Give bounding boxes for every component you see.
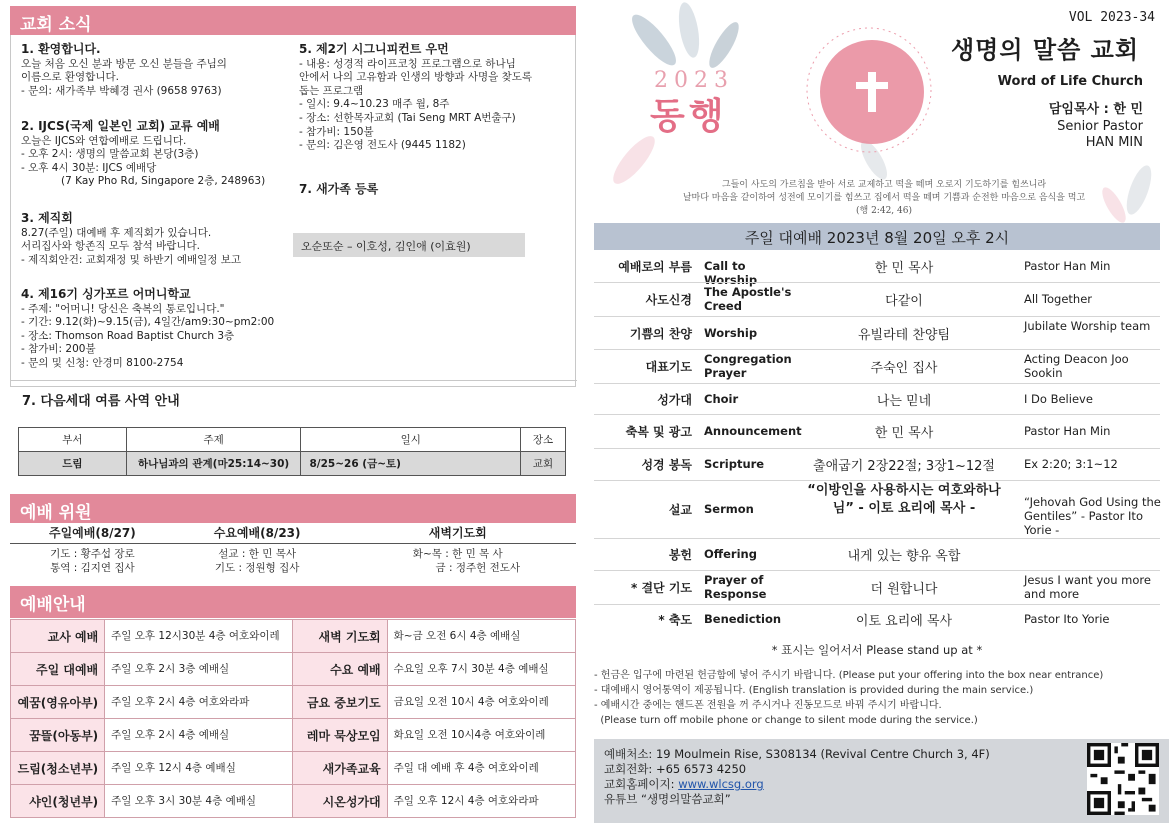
order-item-korean: 설교: [668, 503, 692, 517]
order-item-korean: 성경 봉독: [641, 458, 692, 472]
service-name: 시온성가대: [293, 785, 387, 818]
summer-header-place: 장소: [521, 428, 566, 452]
order-item-leader-english: Pastor Han Min: [1024, 259, 1111, 273]
service-name: 수요 예배: [293, 653, 387, 686]
order-item-leader: 더 원합니다: [870, 582, 938, 597]
notes: - 헌금은 입구에 마련된 헌금함에 넣어 주시기 바랍니다. (Please put your offering into the box near entrance) - 대예배시 영어통역이 제공됩니다. (English translation is provided during the main service.) - 예배시간 중에는 핸드폰 전원을 꺼 주시거나 진동모드로 바꿔 주시기 바랍니다. (Please turn off mobile phone or change to silent mode during the service.): [594, 670, 1104, 726]
staff-head-wednesday: 수요예배(8/23): [175, 523, 340, 543]
order-item-leader: 내게 있는 향유 옥합: [847, 549, 961, 564]
service-name: 새가족교육: [293, 752, 387, 785]
staff-header: 예배 위원: [10, 494, 576, 523]
staff-head-sunday: 주일예배(8/27): [10, 523, 175, 543]
verse-reference: (행 2:42, 46): [856, 206, 912, 216]
news-box: [10, 35, 576, 387]
service-row: [11, 752, 576, 785]
service-name: 예꿈(영유아부): [11, 686, 105, 719]
footer-address: 예배처소: 19 Moulmein Rise, S308134 (Revival Centre Church 3, 4F): [604, 747, 990, 761]
order-item-english: Prayer of Response: [704, 573, 767, 601]
service-time: 주일 오후 2시 3층 예배실: [105, 653, 293, 686]
service-name: 새벽 기도회: [293, 620, 387, 653]
service-time: 화요일 오전 10시4층 여호와이레: [387, 719, 575, 752]
left-page: [10, 6, 576, 820]
order-item-leader: 이토 요리에 목사: [855, 614, 953, 629]
order-item-english: Choir: [704, 391, 739, 406]
news-item-new-family: 7. 새가족 등록: [299, 182, 379, 196]
new-family-names: 오순또순 – 이호성, 김인애 (이효원): [293, 233, 525, 257]
order-separator: [594, 316, 1160, 317]
order-item-leader-english: Jubilate Worship team: [1024, 318, 1151, 333]
order-item-english: Sermon: [704, 502, 754, 516]
order-item-leader-english: Ex 2:20; 3:1~12: [1024, 457, 1118, 471]
summer-cell-theme: 하나님과의 관계(마25:14~30): [126, 452, 301, 476]
logo-year: 2023: [654, 68, 734, 93]
service-row: [11, 620, 576, 653]
order-row: [594, 282, 1160, 316]
stand-note: * 표시는 일어서서 Please stand up at *: [771, 643, 983, 657]
order-item-leader-english: All Together: [1024, 292, 1092, 306]
service-name: 꿈뜰(아동부): [11, 719, 105, 752]
service-time: 수요일 오후 7시 30분 4층 예배실: [387, 653, 575, 686]
volume-number: VOL 2023-34: [1068, 10, 1155, 25]
order-item-leader: 한 민 목사: [874, 426, 934, 441]
news-item-3: 3. 제직회 8.27(주일) 대예배 후 제직회가 있습니다. 서리집사와 항존직 모두 참석 바랍니다. - 제직회안건: 교회재정 및 하반기 예배일정 보고: [21, 211, 242, 266]
order-item-korean: 축복 및 광고: [625, 425, 692, 439]
service-time: 주일 오후 2시 4층 예배실: [105, 719, 293, 752]
order-separator: [594, 282, 1160, 283]
summer-cell-dept: 드림: [19, 452, 127, 476]
summer-header-dept: 부서: [19, 428, 127, 452]
order-item-leader: 한 민 목사: [874, 261, 934, 276]
order-item-korean: * 축도: [658, 613, 692, 627]
qr-code-icon[interactable]: [1087, 743, 1159, 815]
senior-pastor-title: Senior Pastor: [1057, 119, 1143, 134]
order-row: [594, 538, 1160, 570]
news-item-4: 4. 제16기 싱가포르 어머니학교 - 주제: "어머니! 당신은 축복의 통로입니다." - 기간: 9.12(화)~9.15(금), 4일간/am9:30~pm2:00 - 장소: Thomson Road Baptist Church 3층 - 참가비: 200불 - 문의 및 신청: 안경미 8100-2754: [21, 287, 275, 369]
summer-cell-date: 8/25~26 (금~토): [301, 452, 521, 476]
right-page: [594, 0, 1169, 826]
service-time: 주일 오후 12시30분 4층 여호와이레: [105, 620, 293, 653]
order-row: [594, 480, 1160, 538]
news-divider: [11, 380, 577, 381]
church-name-english: Word of Life Church: [997, 74, 1143, 89]
services-header: 예배안내: [10, 586, 576, 618]
service-time: 주일 오후 12시 4층 여호와라파: [387, 785, 575, 818]
service-row: [11, 785, 576, 818]
church-name-korean: 생명의 말씀 교회: [951, 35, 1139, 64]
order-item-korean: 성가대: [657, 392, 692, 407]
service-time: 주일 오후 3시 30분 4층 예배실: [105, 785, 293, 818]
footer: [594, 739, 1169, 823]
order-item-korean: 사도신경: [645, 293, 692, 307]
order-item-leader-english: Acting Deacon Joo Sookin: [1024, 352, 1129, 380]
order-item-korean: * 결단 기도: [631, 581, 692, 595]
order-separator: [594, 349, 1160, 350]
order-item-korean: 봉헌: [668, 548, 692, 562]
summer-table: [18, 427, 566, 476]
service-time: 금요일 오전 10시 4층 여호와이레: [387, 686, 575, 719]
services-table: [10, 619, 576, 818]
order-row: [594, 414, 1160, 448]
order-item-english: Worship: [704, 325, 758, 340]
staff-table: [10, 523, 576, 583]
staff-dawn: 화~목 : 한 민 목 사 금 : 정주헌 전도사: [412, 547, 521, 574]
service-name: 교사 예배: [11, 620, 105, 653]
service-row: [11, 686, 576, 719]
order-row: [594, 349, 1160, 383]
service-row: [11, 653, 576, 686]
service-name: 샤인(청년부): [11, 785, 105, 818]
summer-header-theme: 주제: [126, 428, 301, 452]
order-item-english: Congregation Prayer: [704, 352, 792, 380]
order-item-leader: 주숙인 집사: [870, 361, 938, 376]
order-separator: [594, 480, 1160, 481]
order-row: [594, 570, 1160, 604]
order-separator: [594, 383, 1160, 384]
staff-wednesday: 설교 : 한 민 목사 기도 : 정원형 집사: [214, 547, 300, 574]
summer-header-date: 일시: [301, 428, 521, 452]
order-row: [594, 316, 1160, 349]
website-link[interactable]: www.wlcsg.org: [678, 777, 764, 791]
service-row: [11, 719, 576, 752]
service-time: 주일 대 예배 후 4층 여호와이레: [387, 752, 575, 785]
footer-youtube: 유튜브 “생명의말씀교회”: [604, 792, 731, 806]
footer-phone: 교회전화: +65 6573 4250: [604, 762, 747, 776]
order-item-leader: 출애굽기 2장22절; 3장1~12절: [813, 459, 995, 474]
order-row: [594, 250, 1160, 287]
order-item-leader: “이방인을 사용하시는 여호와하나님” - 이토 요리에 목사 -: [807, 483, 1001, 516]
order-item-korean: 기쁨의 찬양: [629, 326, 692, 341]
order-separator: [594, 414, 1160, 415]
order-item-leader-english: “Jehovah God Using the Gentiles” - Pastor Ito Yorie -: [1024, 495, 1161, 537]
service-name: 드림(청소년부): [11, 752, 105, 785]
news-item-5: 5. 제2기 시그니피컨트 우먼 - 내용: 성경적 라이프코칭 프로그램으로 하나님 안에서 나의 고유함과 인생의 방향과 사명을 찾도록 돕는 프로그램 - 일시: 9.4~10.23 매주 월, 8주 - 장소: 선한목자교회 (Tai Seng MRT A번출구) - 참가비: 150불 - 문의: 김은영 전도사 (9445 1182): [299, 42, 533, 152]
order-separator: [594, 604, 1160, 605]
order-item-english: Offering: [704, 547, 757, 561]
order-item-english: Call to Worship: [704, 259, 758, 287]
staff-head-dawn: 새벽기도회: [340, 523, 577, 543]
order-item-english: The Apostle's Creed: [704, 285, 792, 313]
news-item-2: 2. IJCS(국제 일본인 교회) 교류 예배 오늘은 IJCS와 연합예배로 드립니다. - 오후 2시: 생명의 말씀교회 본당(3층) - 오후 4시 30분: IJCS 예배당 (7 Kay Pho Rd, Singapore 2층, 248963): [21, 119, 266, 188]
worship-header: 주일 대예배 2023년 8월 20일 오후 2시: [594, 223, 1160, 250]
news-header: 교회 소식: [10, 6, 576, 35]
senior-pastor-korean: 담임목사 : 한 민: [1048, 102, 1143, 117]
summer-title: 7. 다음세대 여름 사역 안내: [22, 394, 180, 409]
verse-line-1: 그들이 사도의 가르침을 받아 서로 교제하고 떡을 떼며 오로지 기도하기를 힘쓰니라: [721, 180, 1047, 190]
order-item-leader: 다같이: [885, 294, 923, 309]
order-item-leader: 유빌라테 찬양팀: [857, 327, 951, 343]
service-name: 금요 중보기도: [293, 686, 387, 719]
order-separator: [594, 448, 1160, 449]
order-row: [594, 383, 1160, 414]
summer-cell-place: 교회: [521, 452, 566, 476]
order-item-korean: 대표기도: [645, 360, 692, 374]
order-row: [594, 604, 1160, 634]
order-item-leader-english: Pastor Han Min: [1024, 424, 1111, 438]
service-name: 레마 묵상모임: [293, 719, 387, 752]
verse-line-2: 날마다 마음을 같이하여 성전에 모이기를 힘쓰고 집에서 떡을 떼며 기쁨과 순전한 마음으로 음식을 먹고: [682, 193, 1086, 203]
order-separator: [594, 538, 1160, 539]
order-item-english: Benediction: [704, 612, 782, 626]
order-row: [594, 448, 1160, 480]
order-separator: [594, 570, 1160, 571]
service-time: 화~금 오전 6시 4층 예배실: [387, 620, 575, 653]
order-item-leader: 나는 믿네: [876, 393, 932, 409]
order-item-leader-english: I Do Believe: [1024, 391, 1093, 406]
order-item-leader-english: Jesus I want you more and more: [1024, 573, 1151, 601]
order-item-english: Announcement: [704, 424, 802, 438]
order-item-leader-english: Pastor Ito Yorie: [1024, 612, 1110, 626]
logo-word: 동행: [650, 96, 728, 137]
footer-website-row: 교회홈페이지: www.wlcsg.org: [604, 777, 764, 791]
news-item-1: 1. 환영합니다. 오늘 처음 오신 분과 방문 오신 분들을 주님의 이름으로 환영합니다. - 문의: 새가족부 박혜경 권사 (9658 9763): [21, 42, 227, 97]
service-time: 주일 오후 12시 4층 예배실: [105, 752, 293, 785]
service-name: 주일 대예배: [11, 653, 105, 686]
service-time: 주일 오후 2시 4층 여호와라파: [105, 686, 293, 719]
staff-sunday: 기도 : 황주섭 장로 통역 : 김지연 집사: [50, 547, 135, 574]
senior-pastor-name: HAN MIN: [1085, 135, 1143, 150]
order-item-english: Scripture: [704, 457, 765, 471]
order-item-korean: 예배로의 부름: [618, 260, 692, 274]
